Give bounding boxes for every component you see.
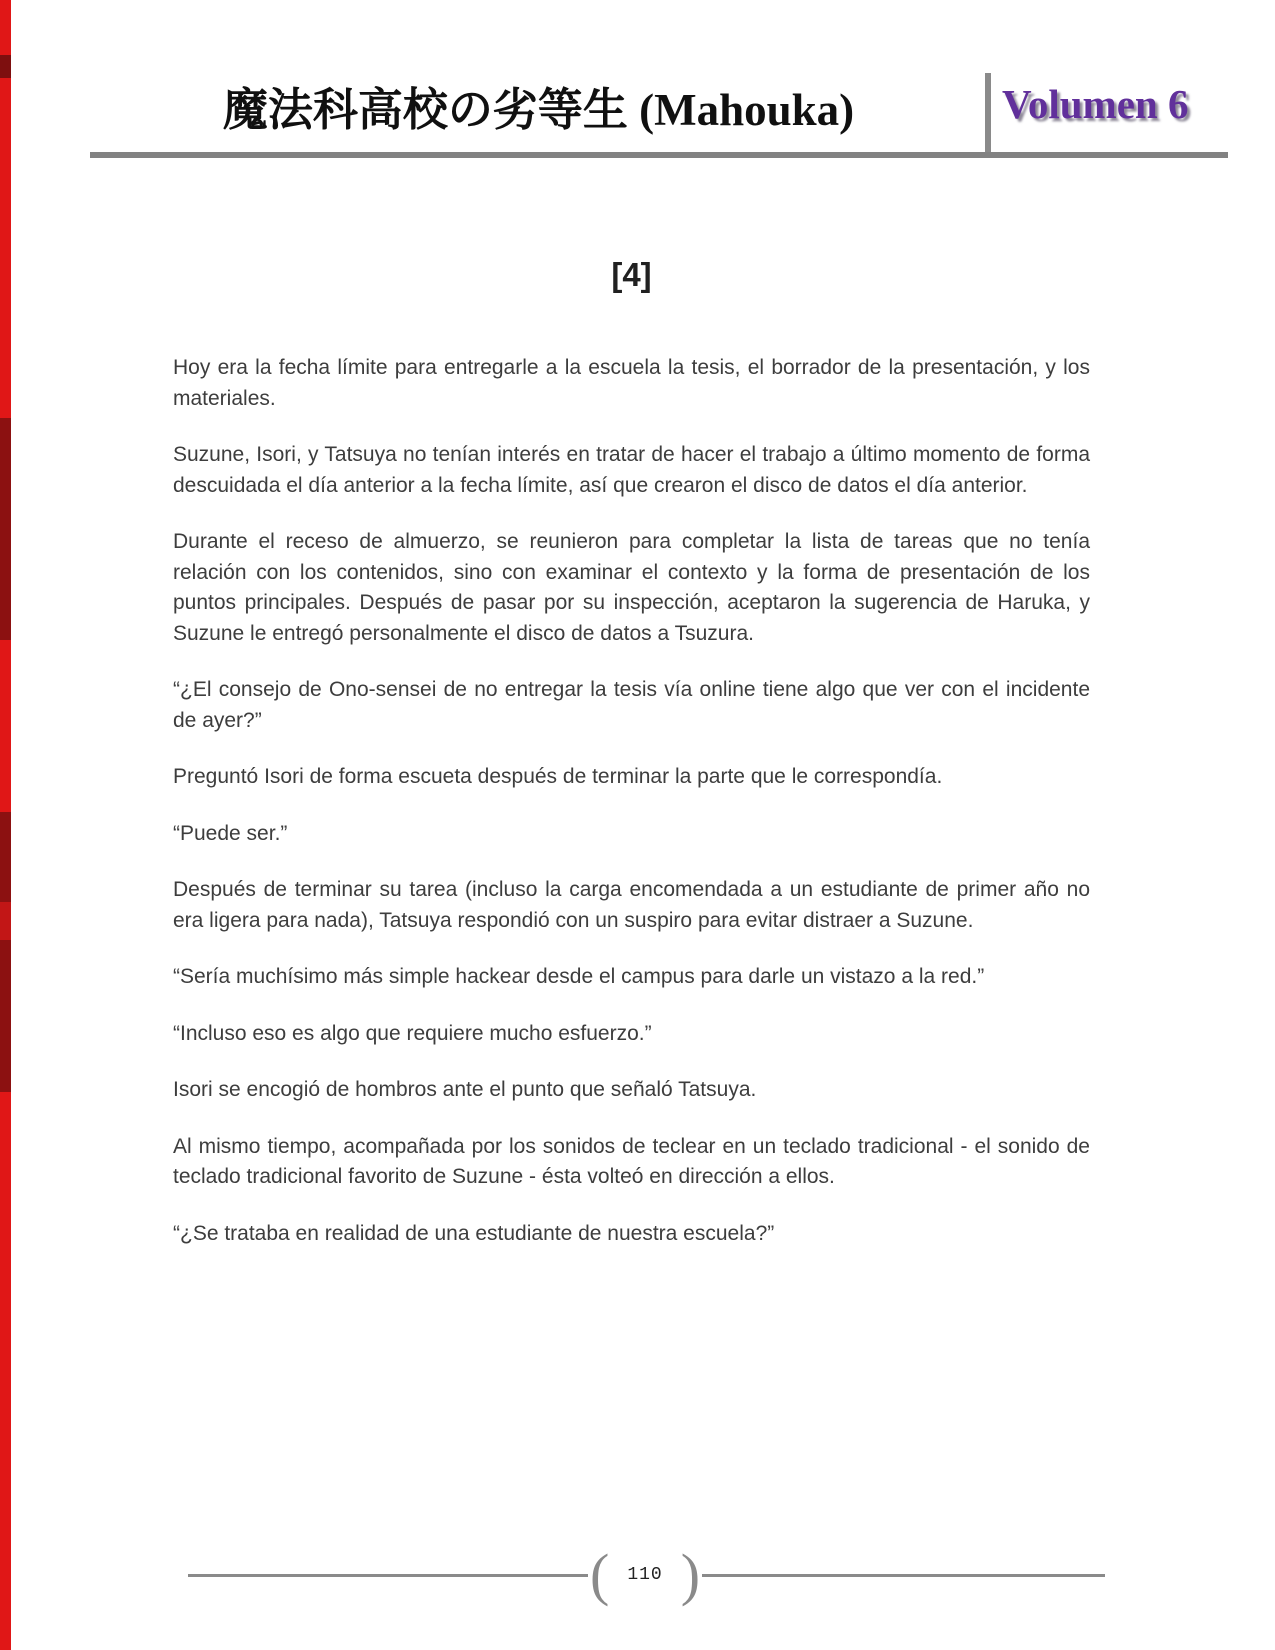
edge-strip-segment: [0, 78, 11, 418]
page-body: [173, 258, 1090, 1249]
paragraph: Durante el receso de almuerzo, se reunieron para completar la lista de tareas que no tenía relación con los contenidos, sino con examinar el contexto y la forma de presentación de los puntos principales. Después de pasar por su inspección, aceptaron la sugerencia de Haruka, y Suzune le entregó personalmente el disco de datos a Tsuzura.: [173, 530, 1090, 645]
paragraph: “¿Se trataba en realidad de una estudiante de nuestra escuela?”: [173, 1221, 775, 1245]
page-footer: [188, 1542, 1105, 1607]
paragraph: “Puede ser.”: [173, 821, 288, 845]
paragraph: Después de terminar su tarea (incluso la carga encomendada a un estudiante de primer año no era ligera para nada), Tatsuya respondió con un suspiro para evitar distraer a Suzune.: [173, 878, 1090, 932]
edge-strip-segment: [0, 1092, 11, 1650]
volume-label: Volumen 6: [1002, 81, 1189, 127]
body-paragraphs: [173, 353, 1090, 1249]
page-number: 110: [627, 1565, 663, 1585]
edge-strip-segment: [0, 940, 11, 1092]
paragraph: “Sería muchísimo más simple hackear desde el campus para darle un vistazo a la red.”: [173, 965, 985, 988]
footer-rule-left: [188, 1574, 588, 1577]
book-title: 魔法科高校の劣等生 (Mahouka): [222, 85, 855, 135]
page-edge-strip: [0, 0, 11, 1650]
paragraph: Suzune, Isori, y Tatsuya no tenían interés en tratar de hacer el trabajo a último momento de forma descuidada el día anterior a la fecha límite, así que crearon el disco de datos el día anterior.: [173, 443, 1090, 497]
edge-strip-segment: [0, 902, 11, 940]
paragraph: Hoy era la fecha límite para entregarle a la escuela la tesis, el borrador de la presentación, y los materiales.: [173, 356, 1090, 410]
footer-rule-right: [702, 1574, 1105, 1577]
chapter-heading: [4]: [611, 256, 652, 293]
edge-strip-segment: [0, 812, 11, 902]
edge-strip-segment: [0, 640, 11, 812]
header-vertical-divider: [985, 73, 991, 152]
paragraph: “Incluso eso es algo que requiere mucho esfuerzo.”: [173, 1021, 652, 1045]
edge-strip-segment: [0, 0, 11, 55]
paragraph: Preguntó Isori de forma escueta después de terminar la parte que le correspondía.: [173, 765, 943, 788]
edge-strip-segment: [0, 418, 11, 640]
header-rule: [90, 152, 1228, 158]
paragraph: Al mismo tiempo, acompañada por los sonidos de teclear en un teclado tradicional - el sonido de teclado tradicional favorito de Suzune - ésta volteó en dirección a ellos.: [173, 1134, 1090, 1188]
page-number-bracket-left: (: [590, 1542, 610, 1607]
paragraph: “¿El consejo de Ono-sensei de no entregar la tesis vía online tiene algo que ver con el incidente de ayer?”: [173, 678, 1090, 732]
page-number-bracket-right: ): [680, 1542, 701, 1607]
paragraph: Isori se encogió de hombros ante el punto que señaló Tatsuya.: [173, 1078, 757, 1101]
edge-strip-segment: [0, 55, 11, 78]
